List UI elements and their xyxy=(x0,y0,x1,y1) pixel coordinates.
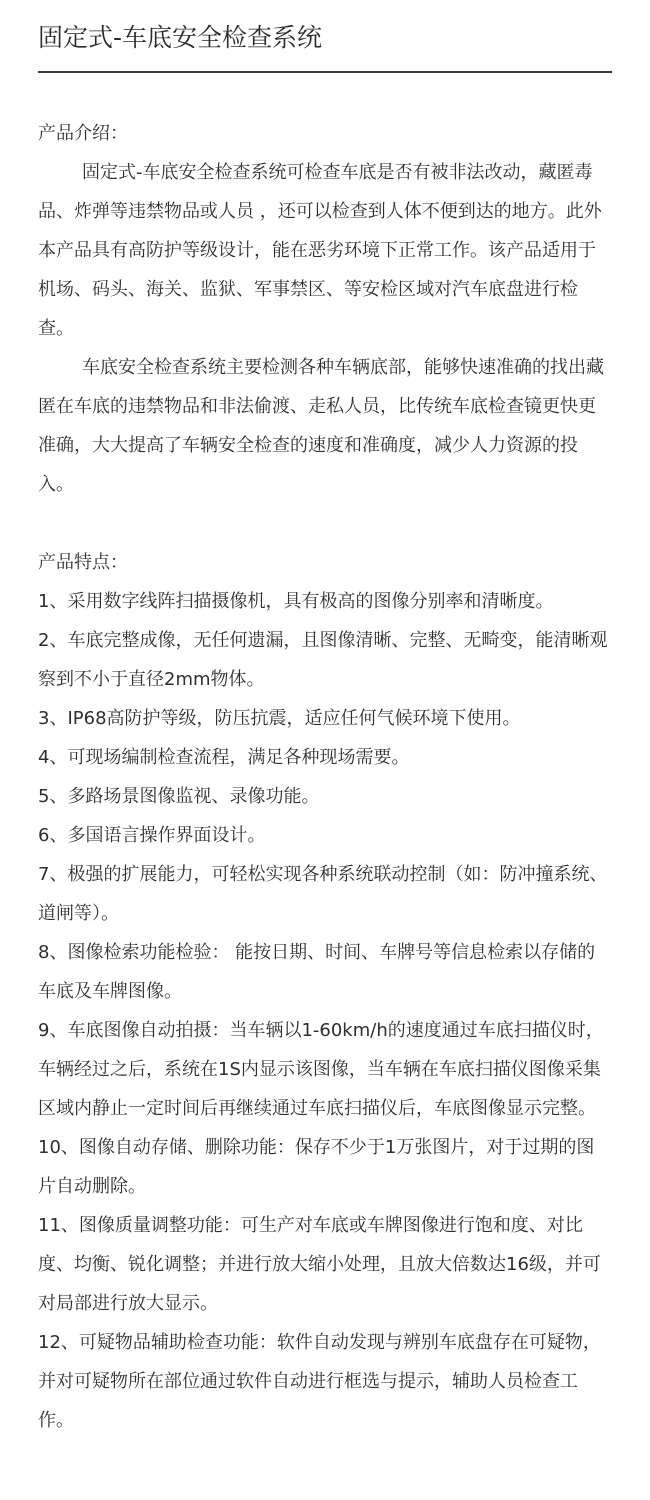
intro-paragraph-1: 固定式-车底安全检查系统可检查车底是否有被非法改动，藏匿毒品、炸弹等违禁物品或人员 ，还可以检查到人体不便到达的地方。此外本产品具有高防护等级设计，能在恶劣环境下正常工作。该产品适用于机场、码头、海关、监狱、军事禁区、等安检区域对汽车底盘进行检查。 xyxy=(38,162,602,339)
features-heading: 产品特点： xyxy=(38,552,128,573)
page-title: 固定式-车底安全检查系统 xyxy=(38,23,323,52)
document-body xyxy=(38,114,612,1440)
section-spacer xyxy=(38,504,612,543)
title-divider xyxy=(38,71,612,73)
intro-heading: 产品介绍： xyxy=(38,123,128,144)
feature-item-2: 2、车底完整成像，无任何遗漏，且图像清晰、完整、无畸变，能清晰观察到不小于直径2mm物体。 xyxy=(38,630,608,690)
feature-item-1: 1、采用数字线阵扫描摄像机，具有极高的图像分别率和清晰度。 xyxy=(38,591,554,612)
feature-item-11: 11、图像质量调整功能：可生产对车底或车牌图像进行饱和度、对比度、均衡、锐化调整；并进行放大缩小处理，且放大倍数达16级，并可对局部进行放大显示。 xyxy=(38,1215,601,1314)
feature-item-5: 5、多路场景图像监视、录像功能。 xyxy=(38,786,320,807)
feature-item-3: 3、IP68高防护等级，防压抗震，适应任何气候环境下使用。 xyxy=(38,708,521,729)
feature-item-9: 9、车底图像自动拍摄：当车辆以1-60km/h的速度通过车底扫描仪时，车辆经过之后，系统在1S内显示该图像，当车辆在车底扫描仪图像采集区域内静止一定时间后再继续通过车底扫描仪后，车底图像显示完整。 xyxy=(38,1020,604,1119)
feature-item-10: 10、图像自动存储、删除功能：保存不少于1万张图片，对于过期的图片自动删除。 xyxy=(38,1137,595,1197)
feature-item-6: 6、多国语言操作界面设计。 xyxy=(38,825,266,846)
feature-item-8: 8、图像检索功能检验： 能按日期、时间、车牌号等信息检索以存储的车底及车牌图像。 xyxy=(38,942,596,1002)
feature-item-12: 12、可疑物品辅助检查功能：软件自动发现与辨别车底盘存在可疑物，并对可疑物所在部位通过软件自动进行框选与提示，辅助人员检查工作。 xyxy=(38,1332,601,1431)
intro-paragraph-2: 车底安全检查系统主要检测各种车辆底部，能够快速准确的找出藏匿在车底的违禁物品和非法偷渡、走私人员，比传统车底检查镜更快更准确，大大提高了车辆安全检查的速度和准确度，减少人力资源的投入。 xyxy=(38,357,604,495)
feature-item-4: 4、可现场编制检查流程，满足各种现场需要。 xyxy=(38,747,410,768)
feature-item-7: 7、极强的扩展能力，可轻松实现各种系统联动控制（如：防冲撞系统、道闸等）。 xyxy=(38,864,608,924)
